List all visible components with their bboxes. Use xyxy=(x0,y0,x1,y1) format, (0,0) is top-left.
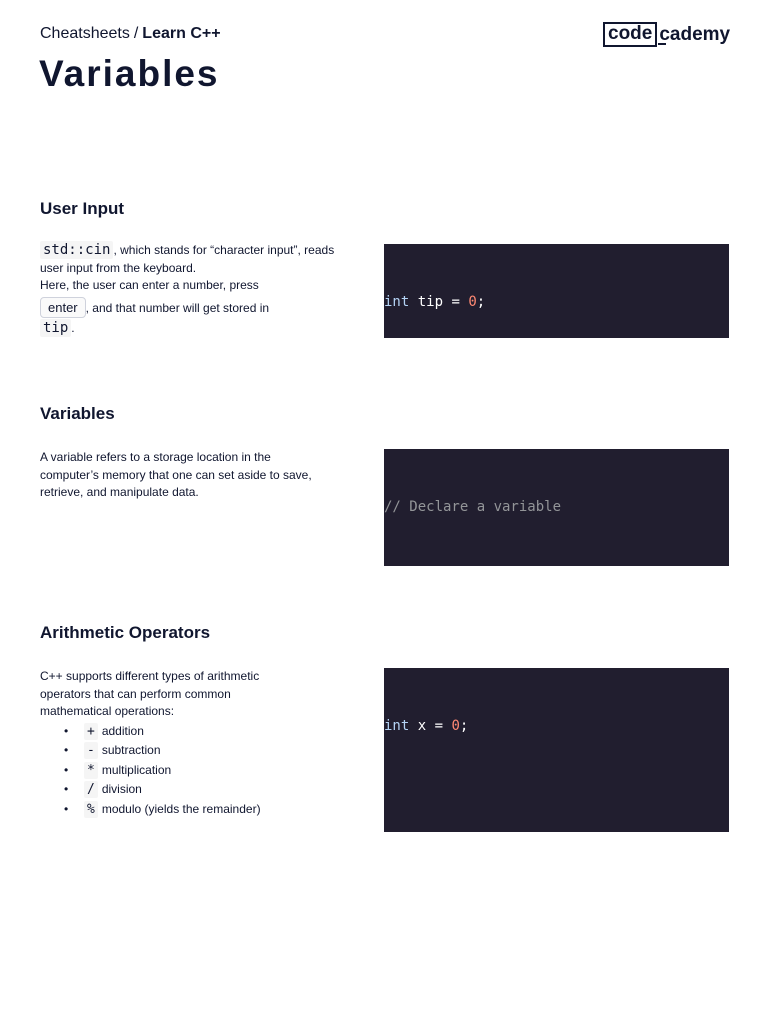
operator-label: multiplication xyxy=(101,762,172,777)
code-block-user-input xyxy=(384,244,729,338)
logo-boxed-text: code xyxy=(603,22,657,47)
desc-text: , and that number will get stored in xyxy=(85,300,270,315)
operator-label: division xyxy=(101,782,142,796)
operator-symbol: * xyxy=(84,762,98,779)
section-heading-user-input: User Input xyxy=(40,199,125,218)
breadcrumb xyxy=(40,25,221,43)
section-heading-variables: Variables xyxy=(40,404,115,423)
user-input-description xyxy=(40,242,340,337)
arithmetic-description xyxy=(40,668,300,819)
code-line-blank xyxy=(384,785,729,808)
breadcrumb-cheatsheets-link[interactable]: Cheatsheets xyxy=(40,25,130,42)
operator-label: addition xyxy=(101,723,144,738)
operator-symbol: - xyxy=(84,742,98,759)
operator-list xyxy=(66,722,300,820)
section-heading-arithmetic: Arithmetic Operators xyxy=(40,623,211,642)
desc-text: . xyxy=(71,320,75,335)
codecademy-logo[interactable] xyxy=(603,22,730,47)
operator-symbol: % xyxy=(84,801,98,818)
code-line: int x = 0; xyxy=(384,717,469,734)
breadcrumb-separator: / xyxy=(133,25,139,42)
list-item xyxy=(66,800,300,820)
variables-description: A variable refers to a storage location in the computer’s memory that one can set aside to save, retrieve, and manipulate data. xyxy=(40,450,312,499)
operator-symbol: + xyxy=(84,723,98,740)
code-line: // Declare a variable xyxy=(384,498,562,515)
desc-text: , which stands for “character input”, reads user input from the keyboard. xyxy=(40,243,335,275)
list-item xyxy=(66,722,300,742)
inline-code-tip: tip xyxy=(40,319,71,337)
operator-label: subtraction xyxy=(101,743,161,757)
breadcrumb-current[interactable]: Learn C++ xyxy=(142,25,221,42)
code-line: int tip = 0; xyxy=(384,293,486,310)
code-block-arithmetic xyxy=(384,668,729,832)
operator-symbol: / xyxy=(84,781,98,798)
list-item xyxy=(66,761,300,781)
list-item xyxy=(66,780,300,800)
kbd-enter: enter xyxy=(40,297,86,318)
inline-code-cin: std::cin xyxy=(40,241,113,259)
page-title: Variables xyxy=(39,53,220,94)
operator-label: modulo (yields the remainder) xyxy=(101,801,261,816)
logo-rest-text: cademy xyxy=(659,23,731,45)
code-block-variables xyxy=(384,449,729,566)
desc-text: Here, the user can enter a number, press xyxy=(40,278,259,292)
list-item xyxy=(66,741,300,761)
desc-text: C++ supports different types of arithmetic operators that can perform common mathematical operations: xyxy=(40,669,260,718)
